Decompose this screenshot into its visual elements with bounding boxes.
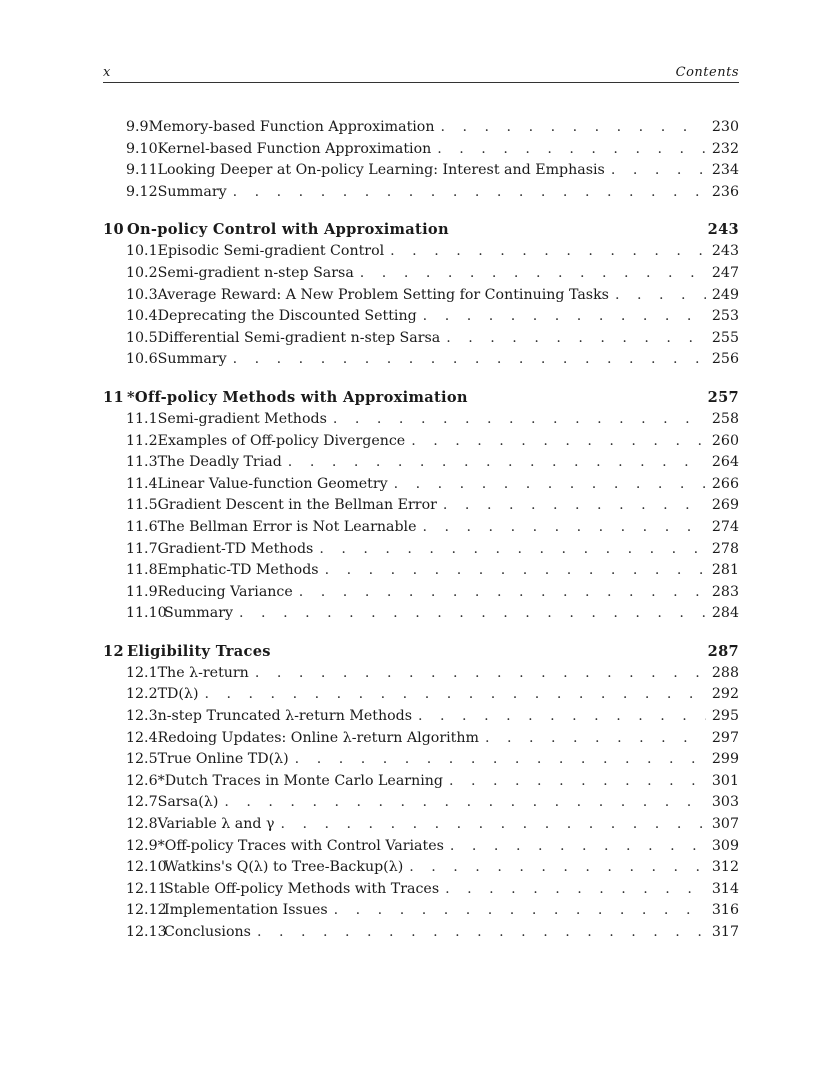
toc-entry[interactable] xyxy=(103,243,739,265)
section-title: Stable Off-policy Methods with Traces xyxy=(164,880,440,897)
section-number: 11.9 xyxy=(126,583,158,600)
section-page: 230 xyxy=(711,119,739,135)
section-number: 12.12 xyxy=(126,902,167,919)
toc-entry[interactable] xyxy=(103,730,739,752)
section-page: 269 xyxy=(711,497,739,514)
toc-entry[interactable] xyxy=(103,541,739,563)
dot-leader xyxy=(449,773,706,789)
section-title: Differential Semi-gradient n-step Sarsa xyxy=(157,329,441,346)
section-title: Variable λ and γ xyxy=(157,816,275,833)
section-title: Reducing Variance xyxy=(157,583,293,600)
toc-entry[interactable] xyxy=(103,665,739,687)
dot-leader xyxy=(611,162,706,178)
toc-entry[interactable] xyxy=(103,751,739,773)
toc-entry[interactable] xyxy=(103,351,739,373)
section-title: The λ-return xyxy=(157,664,249,681)
toc-entry[interactable] xyxy=(103,476,739,498)
section-page: 274 xyxy=(711,518,739,535)
section-page: 266 xyxy=(711,475,739,492)
section-title: Gradient-TD Methods xyxy=(157,540,314,557)
dot-leader xyxy=(233,351,706,367)
dot-leader xyxy=(325,562,706,578)
toc-entry[interactable] xyxy=(103,287,739,309)
section-title: Summary xyxy=(157,351,227,368)
dot-leader xyxy=(319,541,706,557)
section-title: Deprecating the Discounted Setting xyxy=(157,308,417,325)
dot-leader xyxy=(288,454,706,470)
section-title: Redoing Updates: Online λ-return Algorithm xyxy=(157,729,479,746)
section-number: 12.1 xyxy=(126,664,158,681)
section-page: 284 xyxy=(711,605,739,622)
section-title: *Off-policy Traces with Control Variates xyxy=(157,837,444,854)
section-number: 12.4 xyxy=(126,729,158,746)
section-number: 9.12 xyxy=(126,183,158,200)
section-number: 10.1 xyxy=(126,243,158,260)
section-page: 234 xyxy=(711,162,739,179)
page-folio: x xyxy=(103,65,111,80)
section-number: 11.5 xyxy=(126,497,158,514)
section-title: Average Reward: A New Problem Setting for Continuing Tasks xyxy=(157,286,609,303)
toc-entry[interactable] xyxy=(103,454,739,476)
section-title: Implementation Issues xyxy=(164,902,328,919)
section-number: 10.2 xyxy=(126,264,158,281)
dot-leader xyxy=(295,751,706,767)
chapter-12-heading[interactable] xyxy=(103,643,739,665)
chapter-number: 12 xyxy=(103,642,124,660)
book-page xyxy=(103,62,739,946)
section-number: 9.9 xyxy=(126,119,149,135)
toc-entry[interactable] xyxy=(103,330,739,352)
chapter-page: 287 xyxy=(707,642,739,660)
toc-entry[interactable] xyxy=(103,562,739,584)
section-title: Semi-gradient n-step Sarsa xyxy=(157,264,354,281)
dot-leader xyxy=(423,308,706,324)
toc-entry[interactable] xyxy=(103,265,739,287)
chapter-page: 257 xyxy=(707,388,739,406)
section-page: 236 xyxy=(711,183,739,200)
chapter-number: 10 xyxy=(103,221,124,239)
section-title: *Dutch Traces in Monte Carlo Learning xyxy=(157,772,443,789)
section-title: TD(λ) xyxy=(157,686,199,703)
section-number: 10.4 xyxy=(126,308,158,325)
dot-leader xyxy=(418,708,706,724)
dot-leader xyxy=(394,476,706,492)
dot-leader xyxy=(441,119,706,135)
dot-leader xyxy=(239,605,706,621)
toc-entry[interactable] xyxy=(103,605,739,627)
dot-leader xyxy=(333,411,706,427)
section-page: 307 xyxy=(711,816,739,833)
chapter-9-section xyxy=(103,119,739,205)
dot-leader xyxy=(443,497,706,513)
toc-entry[interactable] xyxy=(103,519,739,541)
section-number: 11.6 xyxy=(126,518,158,535)
section-page: 264 xyxy=(711,454,739,471)
section-title: Kernel-based Function Approximation xyxy=(157,140,432,157)
section-page: 253 xyxy=(711,308,739,325)
section-number: 12.11 xyxy=(126,880,167,897)
dot-leader xyxy=(360,265,706,281)
chapter-number: 11 xyxy=(103,388,124,406)
section-number: 12.5 xyxy=(126,751,158,768)
section-title: Gradient Descent in the Bellman Error xyxy=(157,497,437,514)
section-page: 256 xyxy=(711,351,739,368)
section-title: Emphatic-TD Methods xyxy=(157,562,319,579)
section-number: 11.8 xyxy=(126,562,158,579)
section-page: 314 xyxy=(711,880,739,897)
section-page: 295 xyxy=(711,708,739,725)
section-page: 312 xyxy=(711,859,739,876)
toc-entry[interactable] xyxy=(103,794,739,816)
toc-entry[interactable] xyxy=(103,584,739,606)
section-title: n-step Truncated λ-return Methods xyxy=(157,708,413,725)
dot-leader xyxy=(409,859,706,875)
section-page: 260 xyxy=(711,432,739,449)
dot-leader xyxy=(437,141,706,157)
section-title: Episodic Semi-gradient Control xyxy=(157,243,385,260)
section-number: 11.10 xyxy=(126,605,167,622)
section-title: Memory-based Function Approximation xyxy=(148,119,435,135)
section-page: 288 xyxy=(711,664,739,681)
toc-entry[interactable] xyxy=(103,859,739,881)
chapter-title: Eligibility Traces xyxy=(127,642,271,660)
section-page: 243 xyxy=(711,243,739,260)
toc-entry[interactable] xyxy=(103,184,739,206)
section-number: 11.4 xyxy=(126,475,158,492)
dot-leader xyxy=(411,433,706,449)
section-number: 12.6 xyxy=(126,772,158,789)
section-page: 258 xyxy=(711,410,739,427)
section-number: 12.8 xyxy=(126,816,158,833)
chapter-11-heading[interactable] xyxy=(103,389,739,411)
dot-leader xyxy=(446,330,706,346)
section-title: Conclusions xyxy=(164,924,251,940)
section-title: The Bellman Error is Not Learnable xyxy=(157,518,417,535)
section-number: 10.3 xyxy=(126,286,158,303)
section-title: True Online TD(λ) xyxy=(157,751,289,768)
table-of-contents xyxy=(103,119,739,946)
dot-leader xyxy=(233,184,706,200)
toc-entry[interactable] xyxy=(103,497,739,519)
section-page: 292 xyxy=(711,686,739,703)
dot-leader xyxy=(422,519,705,535)
section-title: The Deadly Triad xyxy=(157,454,282,471)
dot-leader xyxy=(299,584,706,600)
section-number: 12.10 xyxy=(126,859,167,876)
section-page: 278 xyxy=(711,540,739,557)
section-page: 249 xyxy=(711,286,739,303)
dot-leader xyxy=(334,902,706,918)
toc-entry[interactable] xyxy=(103,773,739,795)
dot-leader xyxy=(450,838,706,854)
toc-entry[interactable] xyxy=(103,141,739,163)
section-page: 303 xyxy=(711,794,739,811)
section-page: 317 xyxy=(711,924,739,940)
section-number: 12.7 xyxy=(126,794,158,811)
toc-entry[interactable] xyxy=(103,902,739,924)
section-number: 11.7 xyxy=(126,540,158,557)
section-number: 12.13 xyxy=(126,924,167,940)
section-page: 297 xyxy=(711,729,739,746)
section-title: Summary xyxy=(164,605,234,622)
section-number: 10.5 xyxy=(126,329,158,346)
section-page: 232 xyxy=(711,140,739,157)
dot-leader xyxy=(224,794,706,810)
toc-entry[interactable] xyxy=(103,433,739,455)
section-number: 11.3 xyxy=(126,454,158,471)
section-number: 10.6 xyxy=(126,351,158,368)
section-number: 9.10 xyxy=(126,140,158,157)
section-number: 11.2 xyxy=(126,432,158,449)
toc-entry[interactable] xyxy=(103,686,739,708)
section-page: 299 xyxy=(711,751,739,768)
section-page: 301 xyxy=(711,772,739,789)
section-page: 255 xyxy=(711,329,739,346)
toc-entry[interactable] xyxy=(103,411,739,433)
section-title: Looking Deeper at On-policy Learning: Interest and Emphasis xyxy=(157,162,605,179)
section-title: Linear Value-function Geometry xyxy=(157,475,388,492)
dot-leader xyxy=(205,686,706,702)
section-title: Watkins's Q(λ) to Tree-Backup(λ) xyxy=(164,859,404,876)
toc-entry[interactable] xyxy=(103,708,739,730)
chapter-11-section xyxy=(103,411,739,627)
section-number: 12.2 xyxy=(126,686,158,703)
section-page: 281 xyxy=(711,562,739,579)
section-number: 12.9 xyxy=(126,837,158,854)
chapter-title: On-policy Control with Approximation xyxy=(127,221,449,239)
toc-entry[interactable] xyxy=(103,119,739,141)
dot-leader xyxy=(257,924,706,940)
section-number: 9.11 xyxy=(126,162,158,179)
toc-entry[interactable] xyxy=(103,308,739,330)
dot-leader xyxy=(280,816,705,832)
dot-leader xyxy=(615,287,706,303)
dot-leader xyxy=(445,881,706,897)
dot-leader xyxy=(255,665,706,681)
chapter-10-section xyxy=(103,243,739,373)
section-number: 12.3 xyxy=(126,708,158,725)
section-page: 247 xyxy=(711,264,739,281)
chapter-title: *Off-policy Methods with Approximation xyxy=(127,388,468,406)
running-title: Contents xyxy=(675,65,739,80)
running-head xyxy=(103,62,739,83)
section-page: 309 xyxy=(711,837,739,854)
toc-entry[interactable] xyxy=(103,162,739,184)
section-title: Examples of Off-policy Divergence xyxy=(157,432,406,449)
section-page: 283 xyxy=(711,583,739,600)
toc-entry[interactable] xyxy=(103,881,739,903)
chapter-page: 243 xyxy=(707,221,739,239)
toc-entry[interactable] xyxy=(103,816,739,838)
toc-entry[interactable] xyxy=(103,838,739,860)
section-title: Sarsa(λ) xyxy=(157,794,219,811)
section-title: Summary xyxy=(157,183,227,200)
dot-leader xyxy=(390,243,706,259)
section-number: 11.1 xyxy=(126,410,158,427)
chapter-12-section xyxy=(103,665,739,946)
chapter-10-heading[interactable] xyxy=(103,221,739,243)
section-title: Semi-gradient Methods xyxy=(157,410,327,427)
dot-leader xyxy=(485,730,706,746)
toc-entry[interactable] xyxy=(103,924,739,946)
section-page: 316 xyxy=(711,902,739,919)
